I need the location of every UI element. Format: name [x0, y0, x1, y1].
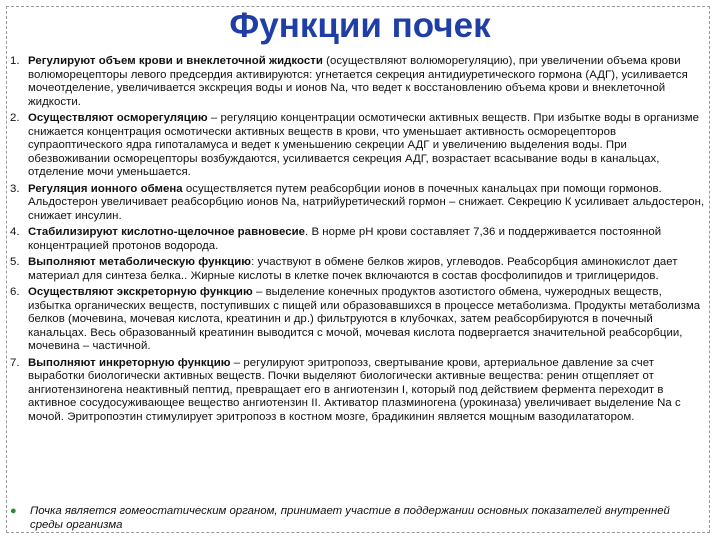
item-text: осуществляется путем реабсорбции ионов в почечных канальцах при помощи гормонов. Альдостерон увеличивает реабсорбцию ионов Na, натрийуретический гормон – снижает. Секрецию К усиливает альдостерон, снижает инсулин.: [28, 182, 705, 222]
item-text: – регулируют эритропоэз, свертывание крови, артериальное давление за счет выработки биологически активных веществ. Почки выделяют биологически активные вещества: ренин отщепляет от ангиотензиногена неактивный пептид, превращает его в ангиотензин I, который под действием фермента переходит в активное сосудосуживающее вещество ангиотензин II. Активатор плазминогена (урокиназа) увеличивает выделение Na с мочой. Эритропоэтин стимулирует эритропоэз в костном мозге, брадикинин является мощным вазодилататором.: [28, 356, 681, 423]
item-heading: Осуществляют осморегуляцию: [28, 112, 208, 124]
bullet-icon: ●: [10, 505, 17, 517]
item-heading: Выполняют метаболическую функцию: [28, 256, 252, 268]
item-heading: Выполняют инкреторную функцию: [28, 356, 231, 369]
item-number: 3.: [10, 182, 20, 195]
item-text: – регуляцию концентрации осмотически активных веществ. При избытке воды в организме снижается концентрация осмотически активных веществ в крови, что уменьшает активность осморецепторов супраоптического ядра гипоталамуса и ведет к уменьшению секреции АДГ и увеличению выделения воды. При обезвоживании осморецепторы возбуждаются, усиливается секреция АДГ, возрастает всасывание воды в канальцах, отделение мочи уменьшается.: [28, 112, 700, 178]
list-item: [10, 112, 705, 180]
item-text: . В норме рН крови составляет 7,36 и поддерживается постоянной концентрацией протонов водорода.: [28, 226, 662, 252]
summary-text: Почка является гомеостатическим органом, принимает участие в поддержании основных показателей внутренней среды организма: [30, 505, 670, 531]
item-heading: Стабилизируют кислотно-щелочное равновесие: [28, 226, 306, 238]
list-item: [10, 286, 705, 354]
item-text: : участвуют в обмене белков жиров, углеводов. Реабсорбция аминокислот дает материал для синтеза белка.. Жирные кислоты в клетке почек включаются в состав фосфолипидов и триглицеридов.: [28, 256, 678, 282]
summary-note: [10, 505, 690, 532]
list-item: [10, 183, 705, 224]
slide-title: Функции почек: [229, 6, 491, 45]
item-heading: Регуляция ионного обмена: [28, 182, 183, 195]
item-number: 2.: [10, 112, 20, 124]
item-number: 5.: [10, 256, 20, 268]
list-item: [10, 55, 705, 109]
item-heading: Осуществляют экскреторную функцию: [28, 286, 253, 298]
item-heading: Регулируют объем крови и внеклеточной жидкости: [28, 55, 323, 67]
functions-list: [10, 55, 705, 427]
item-number: 6.: [10, 286, 20, 298]
item-number: 7.: [10, 356, 20, 369]
item-number: 1.: [10, 55, 20, 67]
list-item: [10, 256, 705, 283]
item-text: – выделение конечных продуктов азотистого обмена, чужеродных веществ, избытка органических веществ, поступивших с пищей или образовавшихся в процессе метаболизма. Продукты метаболизма белков (мочевина, мочевая кислота, креатинин и др.) фильтруются в клубочках, затем реабсорбируются в почечный канальцах. Весь образованный креатинин выводится с мочой, мочевая кислота подвергается значительной реабсорбции, мочевина – частичной.: [28, 286, 701, 352]
list-item: [10, 226, 705, 253]
item-number: 4.: [10, 226, 20, 238]
item-text: (осуществляют волюморегуляцию), при увеличении объема крови волюморецепторы левого предсердия активируются: угнетается секреция антидиуретического гормона (АДГ), усиливается мочеотделение, увеличивается экскреция воды и ионов Na, что ведет к восстановлению объема крови и внеклеточной жидкости.: [28, 55, 688, 108]
list-item: [10, 357, 705, 425]
